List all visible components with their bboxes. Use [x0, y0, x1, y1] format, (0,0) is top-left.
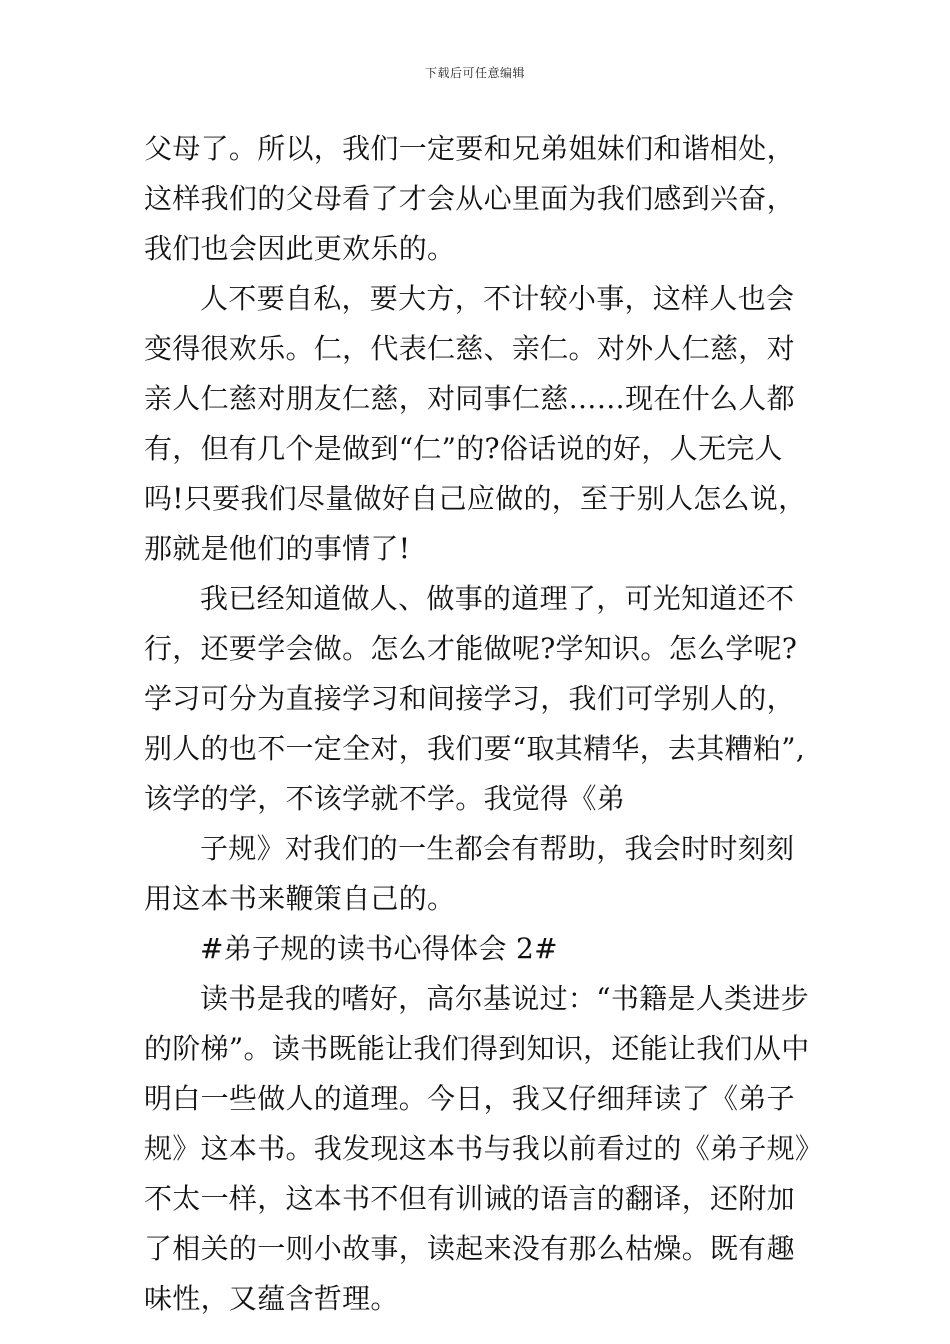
paragraph-selflessness: 人不要自私，要大方，不计较小事，这样人也会变得很欢乐。仁，代表仁慈、亲仁。对外人仁慈，对亲人仁慈对朋友仁慈，对同事仁慈……现在什么人都有，但有几个是做到“仁”的?俗话说的好，人无完人吗!只要我们尽量做好自己应做的，至于别人怎么说，那就是他们的事情了!	[144, 282, 807, 565]
paragraph-reading-hobby: 读书是我的嗜好，高尔基说过：“书籍是人类进步的阶梯”。读书既能让我们得到知识，还能让我们从中明白一些做人的道理。今日，我又仔细拜读了《弟子规》这本书。我发现这本书与我以前看过的《弟子规》不太一样，这本书不但有训诫的语言的翻译，还附加了相关的一则小故事，读起来没有那么枯燥。既有趣味性，又蕴含哲理。	[144, 982, 810, 1315]
paragraph-dizigui-help: 子规》对我们的一生都会有帮助，我会时时刻刻用这本书来鞭策自己的。	[144, 832, 795, 915]
section-heading: #弟子规的读书心得体会 2#	[200, 932, 558, 965]
paragraph-continuation: 父母了。所以，我们一定要和兄弟姐妹们和谐相处，这样我们的父母看了才会从心里面为我们感到兴奋，我们也会因此更欢乐的。	[144, 132, 795, 265]
document-body	[144, 124, 814, 1324]
paragraph-learning: 我已经知道做人、做事的道理了，可光知道还不行，还要学会做。怎么才能做呢?学知识。怎么学呢?学习可分为直接学习和间接学习，我们可学别人的，别人的也不一定全对，我们要“取其精华，去其糟粕”,该学的学，不该学就不学。我觉得《弟	[144, 582, 806, 815]
header-note: 下载后可任意编辑	[424, 66, 525, 80]
